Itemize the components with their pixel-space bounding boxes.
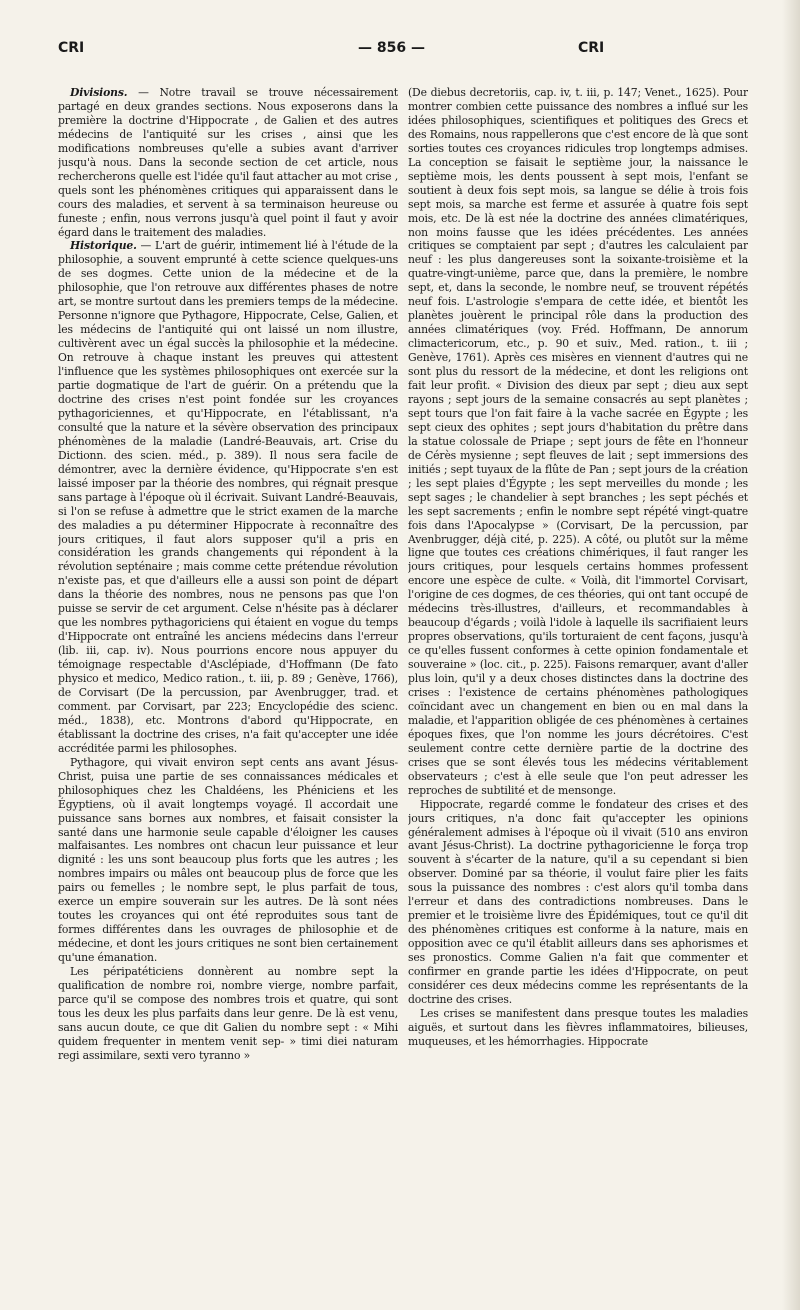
- paragraph-divisions: [58, 86, 398, 239]
- paragraph-historique: [58, 239, 398, 755]
- paragraph-peripateticiens: Les péripatéticiens donnèrent au nombre sept la qualification de nombre roi, nombre vierge, nombre parfait, parce qu'il se compose des nombres trois et quatre, qui sont tous les deux les plus parfaits dans leur genre. De là est venu, sans aucun doute, ce que dit Galien du nombre sept : « Mihi quidem frequenter in mentem venit sep- » timi diei naturam regi assimilare, sexti vero tyranno »: [58, 965, 398, 1062]
- divisions-text: — Notre travail se trouve nécessairement partagé en deux grandes sections. Nous exposerons dans la première la doctrine d'Hippocrate , de Galien et des autres médecins de l'antiquité sur les crises , ainsi que les modifications nombreuses qu'elle a subies avant d'arriver jusqu'à nous. Dans la seconde section de cet article, nous rechercherons quelle est l'idée qu'il faut attacher au mot crise , quels sont les phénomènes critiques qui apparaissent dans le cours des maladies, et servent à sa terminaison heureuse ou funeste ; enfin, nous verrons jusqu'à quel point il faut y avoir égard dans le traitement des maladies.: [58, 86, 398, 239]
- right-column: [408, 86, 748, 1298]
- paragraph-crises: Les crises se manifestent dans presque toutes les maladies aiguës, et surtout dans les fièvres inflammatoires, bilieuses, muqueuses, et les hémorrhagies. Hippocrate: [408, 1006, 748, 1048]
- running-header: [58, 40, 748, 64]
- page-number: — 856 —: [358, 40, 425, 56]
- page-edge-shadow: [782, 0, 800, 1310]
- paragraph-continuation: (De diebus decretoriis, cap. iv, t. iii, p. 147; Venet., 1625). Pour montrer combien cette puissance des nombres a influé sur les idées philosophiques, scientifiques et politiques des Grecs et des Romains, nous rappellerons que c'est encore de là que sont sorties toutes ces croyances ridicules trop longtemps admises. La conception se faisait le septième jour, la naissance le septième mois, les dents poussent à sept mois, l'enfant se soutient à deux fois sept mois, sa langue se délie à trois fois sept mois, sa marche est ferme et assurée à quatre fois sept mois, etc. De là est née la doctrine des années climatériques, non moins fausse que les idées précédentes. Les années critiques se comptaient par sept ; d'autres les calculaient par neuf : les plus dangereuses sont la soixante-troisième et la quatre-vingt-unième, parce que, dans la première, le nombre sept, et, dans la seconde, le nombre neuf, se trouvent répétés neuf fois. L'astrologie s'empara de cette idée, et bientôt les planètes jouèrent le principal rôle dans la production des années climatériques (voy. Fréd. Hoffmann, De annorum climactericorum, etc., p. 90 et suiv., Med. ration., t. iii ; Genève, 1761). Après ces misères en viennent d'autres qui ne sont plus du ressort de la médecine, et dont les religions ont fait leur profit. « Division des dieux par sept ; dieu aux sept rayons ; sept jours de la semaine consacrés au sept planètes ; sept tours que l'on fait faire à la vache sacrée en Égypte ; les sept cieux des ophites ; sept jours d'habitation du prêtre dans la statue colossale de Priape ; sept jours de fête en l'honneur de Cérès mysienne ; sept fleuves de lait ; sept immersions des initiés ; sept tuyaux de la flûte de Pan ; sept jours de la création ; les sept plaies d'Égypte ; les sept merveilles du monde ; les sept sages ; le chandelier à sept branches ; les sept péchés et les sept sacrements ; enfin le nombre sept répété vingt-quatre fois dans l'Apocalypse » (Corvisart, De la percussion, par Avenbrugger, déjà cité, p. 225). A côté, ou plutôt sur la même ligne que toutes ces créations chimériques, il faut ranger les jours critiques, pour lesquels certains hommes professent encore une espèce de culte. « Voilà, dit l'immortel Corvisart, l'origine de ces dogmes, de ces théories, qui ont tant occupé de médecins très-illustres, d'ailleurs, et recommandables à beaucoup d'égards ; voilà l'idole à laquelle ils sacrifiaient leurs propres observations, qu'ils torturaient de cent façons, jusqu'à ce qu'elles fussent conformes à cette opinion fondamentale et souveraine » (loc. cit., p. 225). Faisons remarquer, avant d'aller plus loin, qu'il y a deux choses distinctes dans la doctrine des crises : l'existence de certains phénomènes pathologiques coïncidant avec un changement en bien ou en mal dans la maladie, et l'apparition obligée de ces phénomènes à certaines époques fixes, que l'on nomme les jours décrétoires. C'est seulement contre cette dernière partie de la doctrine des crises que se sont élevés tous les médecins véritablement observateurs ; c'est à elle seule que l'on peut adresser les reproches de subtilité et de mensonge.: [408, 86, 748, 797]
- header-right: CRI: [578, 40, 605, 56]
- header-left: CRI: [58, 40, 85, 56]
- historique-text: — L'art de guérir, intimement lié à l'étude de la philosophie, a souvent emprunté à cette science quelques-uns de ses dogmes. Cette union de la médecine et de la philosophie, que l'on retrouve aux différentes phases de notre art, se montre surtout dans les premiers temps de la médecine. Personne n'ignore que Pythagore, Hippocrate, Celse, Galien, et les médecins de l'antiquité qui ont laissé un nom illustre, cultivèrent avec un égal succès la philosophie et la médecine. On retrouve à chaque instant les preuves qui attestent l'influence que les systèmes philosophiques ont exercée sur la partie dogmatique de l'art de guérir. On a prétendu que la doctrine des crises n'est point fondée sur les croyances pythagoriciennes, et qu'Hippocrate, en l'établissant, n'a consulté que la nature et la sévère observation des principaux phénomènes de la maladie (Landré-Beauvais, art. Crise du Dictionn. des scien. méd., p. 389). Il nous sera facile de démontrer, avec la dernière évidence, qu'Hippocrate s'en est laissé imposer par la théorie des nombres, qui régnait presque sans partage à l'époque où il écrivait. Suivant Landré-Beauvais, si l'on se refuse à admettre que le strict examen de la marche des maladies a pu déterminer Hippocrate à reconnaître des jours critiques, il faut alors supposer qu'il a pris en considération les grands changements qui répondent à la révolution septénaire ; mais comme cette prétendue révolution n'existe pas, et que d'ailleurs elle a aussi son point de départ dans la théorie des nombres, nous ne pensons pas que l'on puisse se servir de cet argument. Celse n'hésite pas à déclarer que les nombres pythagoriciens qui étaient en vogue du temps d'Hippocrate ont entraîné les anciens médecins dans l'erreur (lib. iii, cap. iv). Nous pourrions encore nous appuyer du témoignage respectable d'Asclépiade, d'Hoffmann (De fato physico et medico, Medico ration., t. iii, p. 89 ; Genève, 1766), de Corvisart (De la percussion, par Avenbrugger, trad. et comment. par Corvisart, par 223; Encyclopédie des scienc. méd., 1838), etc. Montrons d'abord qu'Hippocrate, en établissant la doctrine des crises, n'a fait qu'accepter une idée accréditée parmi les philosophes.: [58, 239, 398, 755]
- paragraph-pythagore: Pythagore, qui vivait environ sept cents ans avant Jésus-Christ, puisa une partie de ses connaissances médicales et philosophiques chez les Chaldéens, les Phéniciens et les Égyptiens, où il avait longtemps voyagé. Il accordait une puissance sans bornes aux nombres, et faisait consister la santé dans une harmonie seule capable d'éloigner les causes malfaisantes. Les nombres ont chacun leur puissance et leur dignité : les uns sont beaucoup plus forts que les autres ; les nombres impairs ou mâles ont beaucoup plus de force que les pairs ou femelles ; le nombre sept, le plus parfait de tous, exerce un empire souverain sur les autres. De là sont nées toutes les croyances qui ont été reproduites sous tant de formes différentes dans les ouvrages de philosophie et de médecine, et dont les jours critiques ne sont bien certainement qu'une émanation.: [58, 755, 398, 965]
- left-column: [58, 86, 398, 1298]
- paragraph-hippocrate: Hippocrate, regardé comme le fondateur des crises et des jours critiques, n'a donc fait qu'accepter les opinions généralement admises à l'époque où il vivait (510 ans environ avant Jésus-Christ). La doctrine pythagoricienne le força trop souvent à s'écarter de la nature, qu'il a su cependant si bien observer. Dominé par sa théorie, il voulut faire plier les faits sous la puissance des nombres : c'est alors qu'il tomba dans l'erreur et dans des contradictions nombreuses. Dans le premier et le troisième livre des Épidémiques, tout ce qu'il dit des phénomènes critiques est conforme à la nature, mais en opposition avec ce qu'il établit ailleurs dans ses aphorismes et ses pronostics. Comme Galien n'a fait que commenter et confirmer en grande partie les idées d'Hippocrate, on peut considérer ces deux médecins comme les représentants de la doctrine des crises.: [408, 797, 748, 1006]
- historique-heading: Historique.: [70, 239, 137, 253]
- divisions-heading: Divisions.: [70, 86, 128, 99]
